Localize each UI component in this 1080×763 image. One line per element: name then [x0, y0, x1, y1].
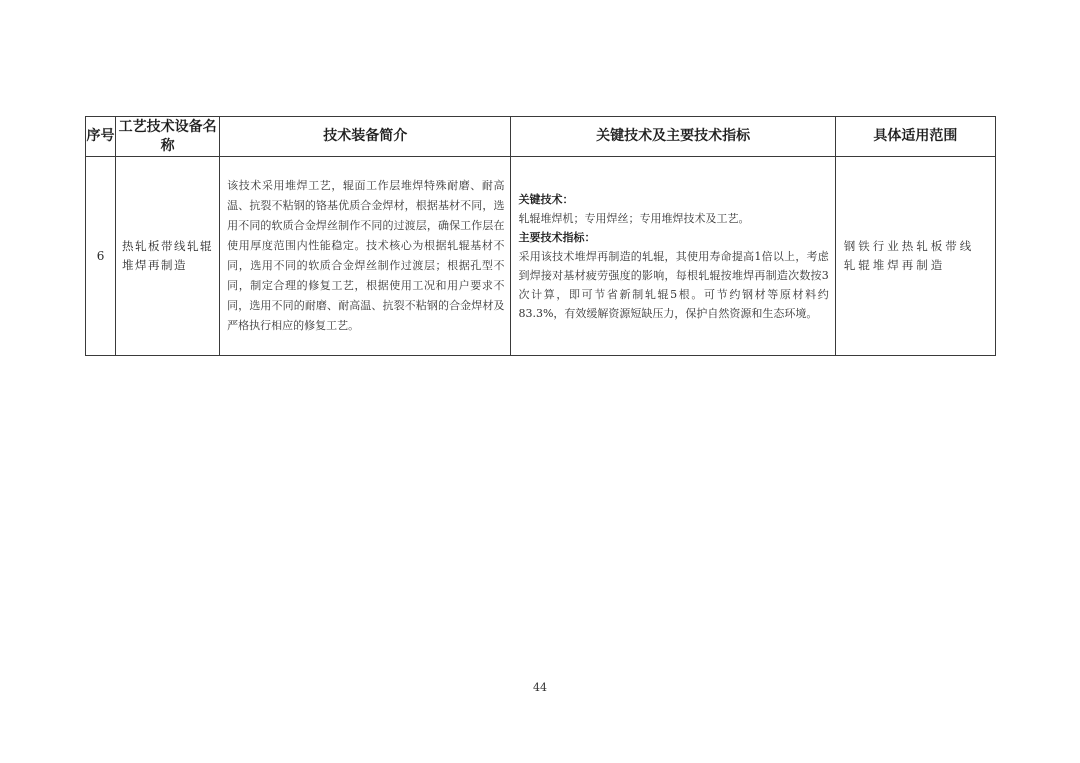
row-key-tech [511, 157, 835, 356]
row-intro: 该技术采用堆焊工艺，辊面工作层堆焊特殊耐磨、耐高温、抗裂不粘钢的铬基优质合金焊材，根据基材不同，选用不同的软质合金焊丝制作不同的过渡层，确保工作层在使用厚度范围内性能稳定。技术核心为根据轧辊基材不同，选用不同的软质合金焊丝制作过渡层；根据孔型不同，制定合理的修复工艺，根据使用工况和用户要求不同，选用不同的耐磨、耐高温、抗裂不粘钢的合金焊材及严格执行相应的修复工艺。 [220, 157, 511, 356]
page-number: 44 [533, 681, 547, 694]
header-name: 工艺技术设备名称 [116, 117, 220, 157]
technology-table [85, 116, 996, 356]
row-index: 6 [86, 157, 116, 356]
key-tech-body: 轧辊堆焊机；专用焊丝；专用堆焊技术及工艺。 [518, 211, 750, 225]
key-tech-title: 关键技术： [518, 192, 574, 206]
table-header-row [86, 117, 996, 157]
header-index: 序号 [86, 117, 116, 157]
header-key-tech: 关键技术及主要技术指标 [511, 117, 835, 157]
indicators-body: 采用该技术堆焊再制造的轧辊，其使用寿命提高1倍以上，考虑到焊接对基材疲劳强度的影响，每根轧辊按堆焊再制造次数按3次计算，即可节省新制轧辊5根。可节约钢材等原材料约83.3%，有效缓解资源短缺压力，保护自然资源和生态环境。 [518, 249, 829, 320]
indicators-title: 主要技术指标： [518, 230, 596, 244]
row-scope: 钢铁行业热轧板带线轧辊堆焊再制造 [835, 157, 995, 356]
row-name: 热轧板带线轧辊堆焊再制造 [116, 157, 220, 356]
header-intro: 技术装备简介 [220, 117, 511, 157]
header-scope: 具体适用范围 [835, 117, 995, 157]
table-row [86, 157, 996, 356]
